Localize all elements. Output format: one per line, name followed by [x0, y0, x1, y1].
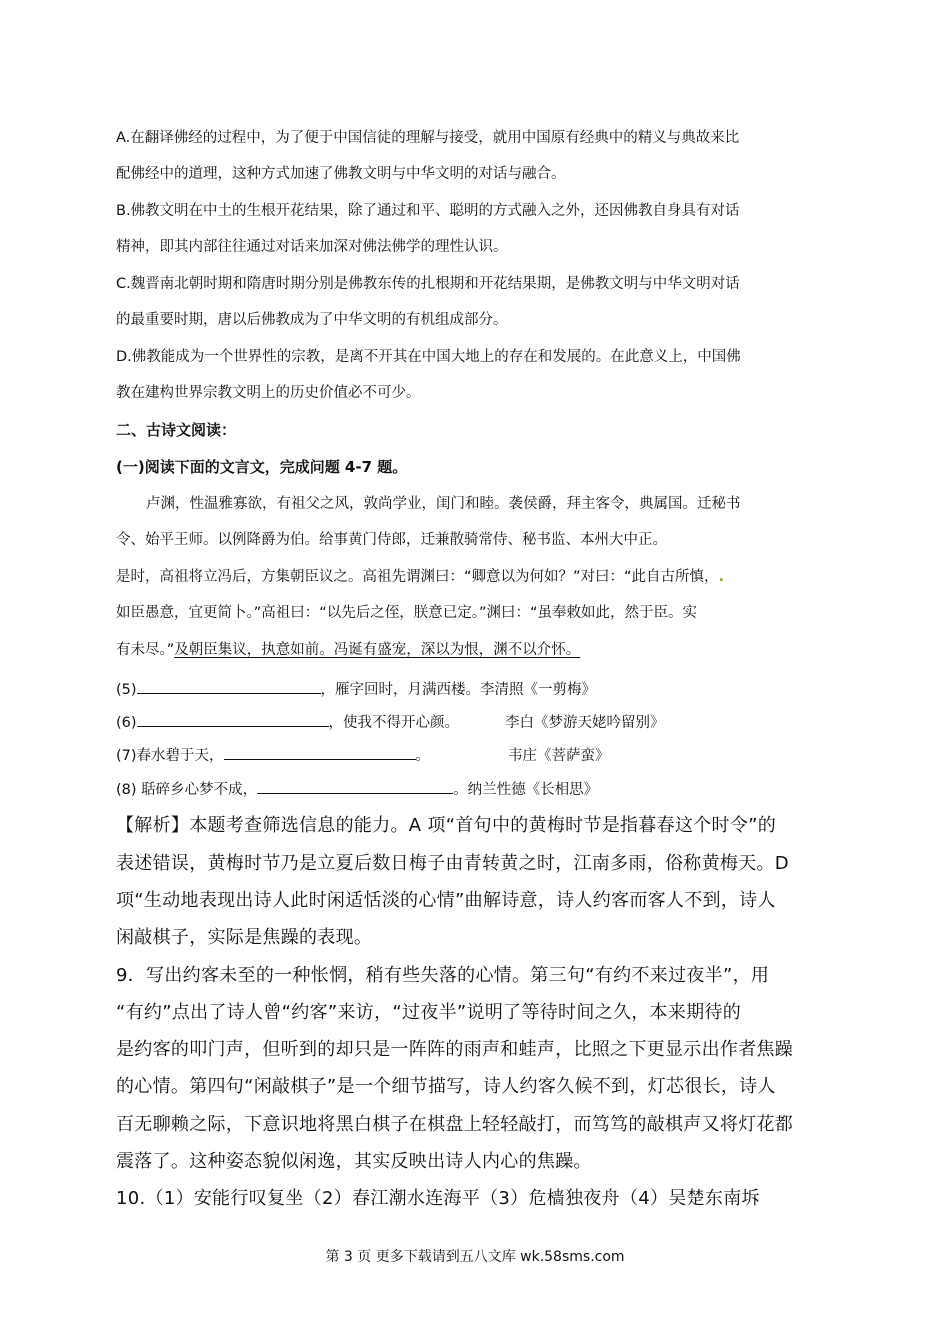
passage-line-3 [116, 567, 724, 587]
question-7-blank [224, 743, 416, 760]
option-a-line-2: 配佛经中的道理，这种方式加速了佛教文明与中华文明的对话与融合。 [116, 166, 566, 182]
question-8-end: 。纳兰性德《长相思》 [453, 782, 599, 798]
analysis-line-1: 【解析】本题考查筛选信息的能力。A 项“首句中的黄梅时节是指暮春这个时令”的 [116, 815, 777, 836]
answer-9-line-5: 百无聊赖之际，下意识地将黑白棋子在棋盘上轻轻敲打，而笃笃的敲棋声又将灯花都 [116, 1114, 794, 1135]
question-6-source: 李白《梦游天姥吟留别》 [505, 715, 665, 731]
question-5-number: (5) [116, 682, 137, 698]
analysis-line-4: 闲敲棋子，实际是焦躁的表现。 [116, 927, 373, 948]
passage-line-2: 令、始平王师。以例降爵为伯。给事黄门侍郎，迁兼散骑常侍、秘书监、本州大中正。 [116, 532, 667, 548]
question-8 [116, 777, 598, 800]
passage-line-5 [116, 640, 580, 660]
question-7-text: (7)春水碧于天， [116, 748, 224, 764]
question-7 [116, 743, 610, 766]
analysis-line-3: 项“生动地表现出诗人此时闲适恬淡的心情”曲解诗意，诗人约客而客人不到，诗人 [116, 890, 776, 911]
option-c-line-2: 的最重要时期，唐以后佛教成为了中华文明的有机组成部分。 [116, 312, 508, 328]
question-5-text: ，雁字回时，月满西楼。李清照《一剪梅》 [320, 682, 597, 698]
passage-line-5-underlined: 及朝臣集议，执意如前。冯诞有盛宠，深以为恨，渊不以介怀。 [174, 642, 581, 658]
answer-9-line-3: 是约客的叩门声，但听到的却只是一阵阵的雨声和蛙声，比照之下更显示出作者焦躁 [116, 1039, 794, 1060]
option-d-line-2: 教在建构世界宗教文明上的历史价值必不可少。 [116, 385, 421, 401]
passage-mark: . [718, 569, 725, 585]
option-b-line-1: B.佛教文明在中土的生根开花结果，除了通过和平、聪明的方式融入之外，还因佛教自身具有对话 [116, 203, 740, 219]
answer-10-line-1: 10.（1）安能行叹复坐（2）春江潮水连海平（3）危樯独夜舟（4）吴楚东南坼 [116, 1188, 760, 1209]
passage-line-3-text: 是时，高祖将立冯后，方集朝臣议之。高祖先谓渊曰：“卿意以为何如？”对曰：“此自古所慎， [116, 569, 719, 585]
answer-9-line-2: “有约”点出了诗人曾“约客”来访，“过夜半”说明了等待时间之久，本来期待的 [116, 1002, 742, 1023]
question-6 [116, 710, 665, 733]
answer-9-line-1: 9．写出约客未至的一种怅惘，稍有些失落的心情。第三句“有约不来过夜半”，用 [116, 965, 770, 986]
answer-9-line-4: 的心情。第四句“闲敲棋子”是一个细节描写，诗人约客久候不到，灯芯很长，诗人 [116, 1076, 776, 1097]
passage-line-5-plain: 有未尽。” [116, 642, 175, 658]
option-d-line-1: D.佛教能成为一个世界性的宗教，是离不开其在中国大地上的存在和发展的。在此意义上，中国佛 [116, 349, 741, 365]
question-8-blank [257, 777, 453, 794]
passage-line-4: 如臣愚意，宜更简卜。”高祖曰：“以先后之侄，朕意已定。”渊曰：“虽奉敕如此，然于臣。实 [116, 605, 698, 621]
question-6-number: (6) [116, 715, 137, 731]
question-5 [116, 677, 596, 700]
question-7-end: 。 [415, 748, 431, 764]
question-6-blank [137, 710, 329, 727]
option-a-line-1: A.在翻译佛经的过程中，为了便于中国信徒的理解与接受，就用中国原有经典中的精义与典故来比 [116, 130, 740, 146]
passage-line-1: 卢渊，性温雅寡欲，有祖父之风，敦尚学业，闺门和睦。袭侯爵，拜主客令，典属国。迁秘书 [146, 496, 741, 512]
analysis-line-2: 表述错误，黄梅时节乃是立夏后数日梅子由青转黄之时，江南多雨，俗称黄梅天。D [116, 853, 789, 874]
question-8-text: (8) 聒碎乡心梦不成， [116, 782, 258, 798]
page-footer: 第 3 页 更多下载请到五八文库 wk.58sms.com [325, 1249, 625, 1265]
section-subheading: (一)阅读下面的文言文，完成问题 4-7 题。 [116, 458, 408, 476]
question-5-blank [137, 677, 321, 694]
question-7-source: 韦庄《菩萨蛮》 [508, 748, 610, 764]
question-6-text: ，使我不得开心颜。 [328, 715, 460, 731]
answer-9-line-6: 震落了。这种姿态貌似闲逸，其实反映出诗人内心的焦躁。 [116, 1151, 592, 1172]
option-b-line-2: 精神，即其内部往往通过对话来加深对佛法佛学的理性认识。 [116, 239, 508, 255]
section-heading: 二、古诗文阅读： [116, 421, 237, 439]
option-c-line-1: C.魏晋南北朝时期和隋唐时期分别是佛教东传的扎根期和开花结果期，是佛教文明与中华文明对话 [116, 276, 740, 292]
